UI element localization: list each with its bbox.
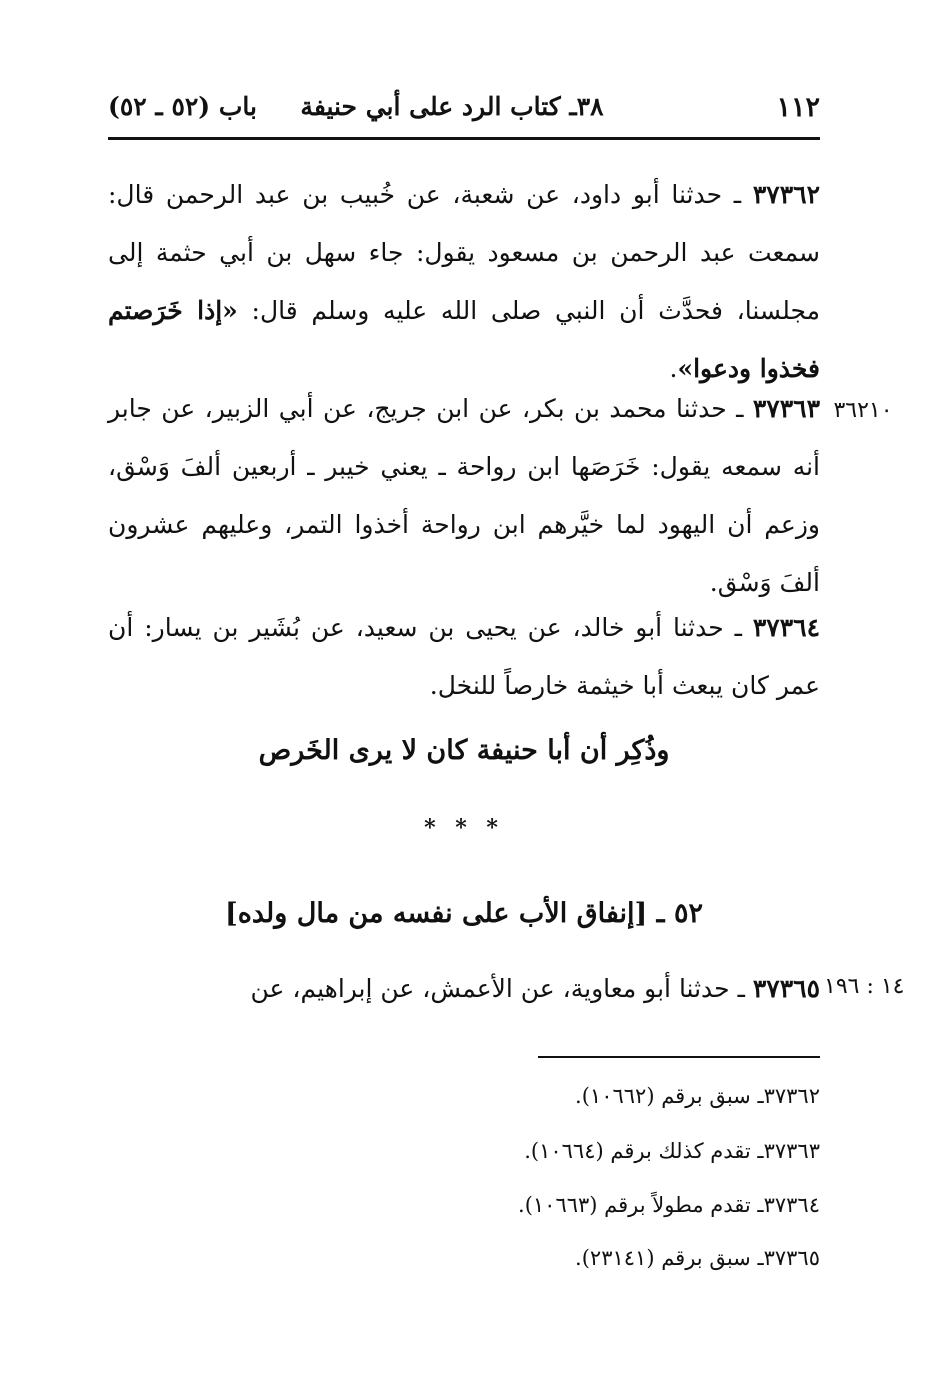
footnote: ٣٧٣٦٣ـ تقدم كذلك برقم (١٠٦٦٤).: [524, 1139, 820, 1163]
hadith-37362: [108, 166, 820, 398]
footnote: ٣٧٣٦٥ـ سبق برقم (٢٣١٤١).: [575, 1246, 820, 1270]
header-rule: [108, 137, 820, 140]
chapter-heading: ٥٢ ـ [إنفاق الأب على نفسه من مال ولده]: [224, 898, 704, 929]
hadith-text: ـ حدثنا أبو معاوية، عن الأعمش، عن إبراهيم، عن: [250, 974, 753, 1003]
hadith-number: ٣٧٣٦٥: [752, 974, 820, 1003]
footnote: ٣٧٣٦٤ـ تقدم مطولاً برقم (١٠٦٦٣).: [518, 1193, 820, 1217]
page-number: ١١٢: [776, 92, 820, 123]
section-note: وذُكِر أن أبا حنيفة كان لا يرى الخَرص: [258, 735, 670, 766]
hadith-37365: [108, 960, 820, 1018]
hadith-tail: .: [669, 354, 678, 383]
hadith-number: ٣٧٣٦٤: [752, 613, 820, 642]
separator-stars: * * *: [424, 815, 504, 841]
hadith-37363: [108, 380, 820, 612]
chapter-range: باب (٥٢ ـ ٥٢): [108, 92, 257, 121]
hadith-37364: [108, 599, 820, 715]
book-title: ٣٨ـ كتاب الرد على أبي حنيفة: [300, 92, 604, 121]
footnote-rule: [538, 1056, 820, 1058]
hadith-text: ـ حدثنا محمد بن بكر، عن ابن جريج، عن أبي الزبير، عن جابر أنه سمعه يقول: خَرَصَها ابن رواحة ـ يعني خيبر ـ أربعين ألفَ وَسْق، وزعم أن اليهود لما خيَّرهم ابن رواحة أخذوا التمر، وعليهم عشرون ألفَ وَسْق.: [108, 394, 820, 597]
hadith-text: ـ حدثنا أبو خالد، عن يحيى بن سعيد، عن بُشَير بن يسار: أن عمر كان يبعث أبا خيثمة خارصاً للنخل.: [108, 613, 820, 700]
hadith-text: ـ حدثنا أبو داود، عن شعبة، عن خُبيب بن عبد الرحمن قال: سمعت عبد الرحمن بن مسعود يقول: جاء سهل بن أبي حثمة إلى مجلسنا، فحدَّث أن النبي صلى الله عليه وسلم قال:: [108, 180, 820, 325]
footnote: ٣٧٣٦٢ـ سبق برقم (١٠٦٦٢).: [575, 1084, 820, 1108]
hadith-number: ٣٧٣٦٣: [752, 394, 820, 423]
hadith-number: ٣٧٣٦٢: [752, 180, 820, 209]
margin-reference: ١٤ : ١٩٦: [824, 974, 905, 999]
margin-reference: ٣٦٢١٠: [833, 398, 893, 423]
hadith-quote: «إذا خَرَصتم فخذوا ودعوا»: [108, 296, 820, 383]
